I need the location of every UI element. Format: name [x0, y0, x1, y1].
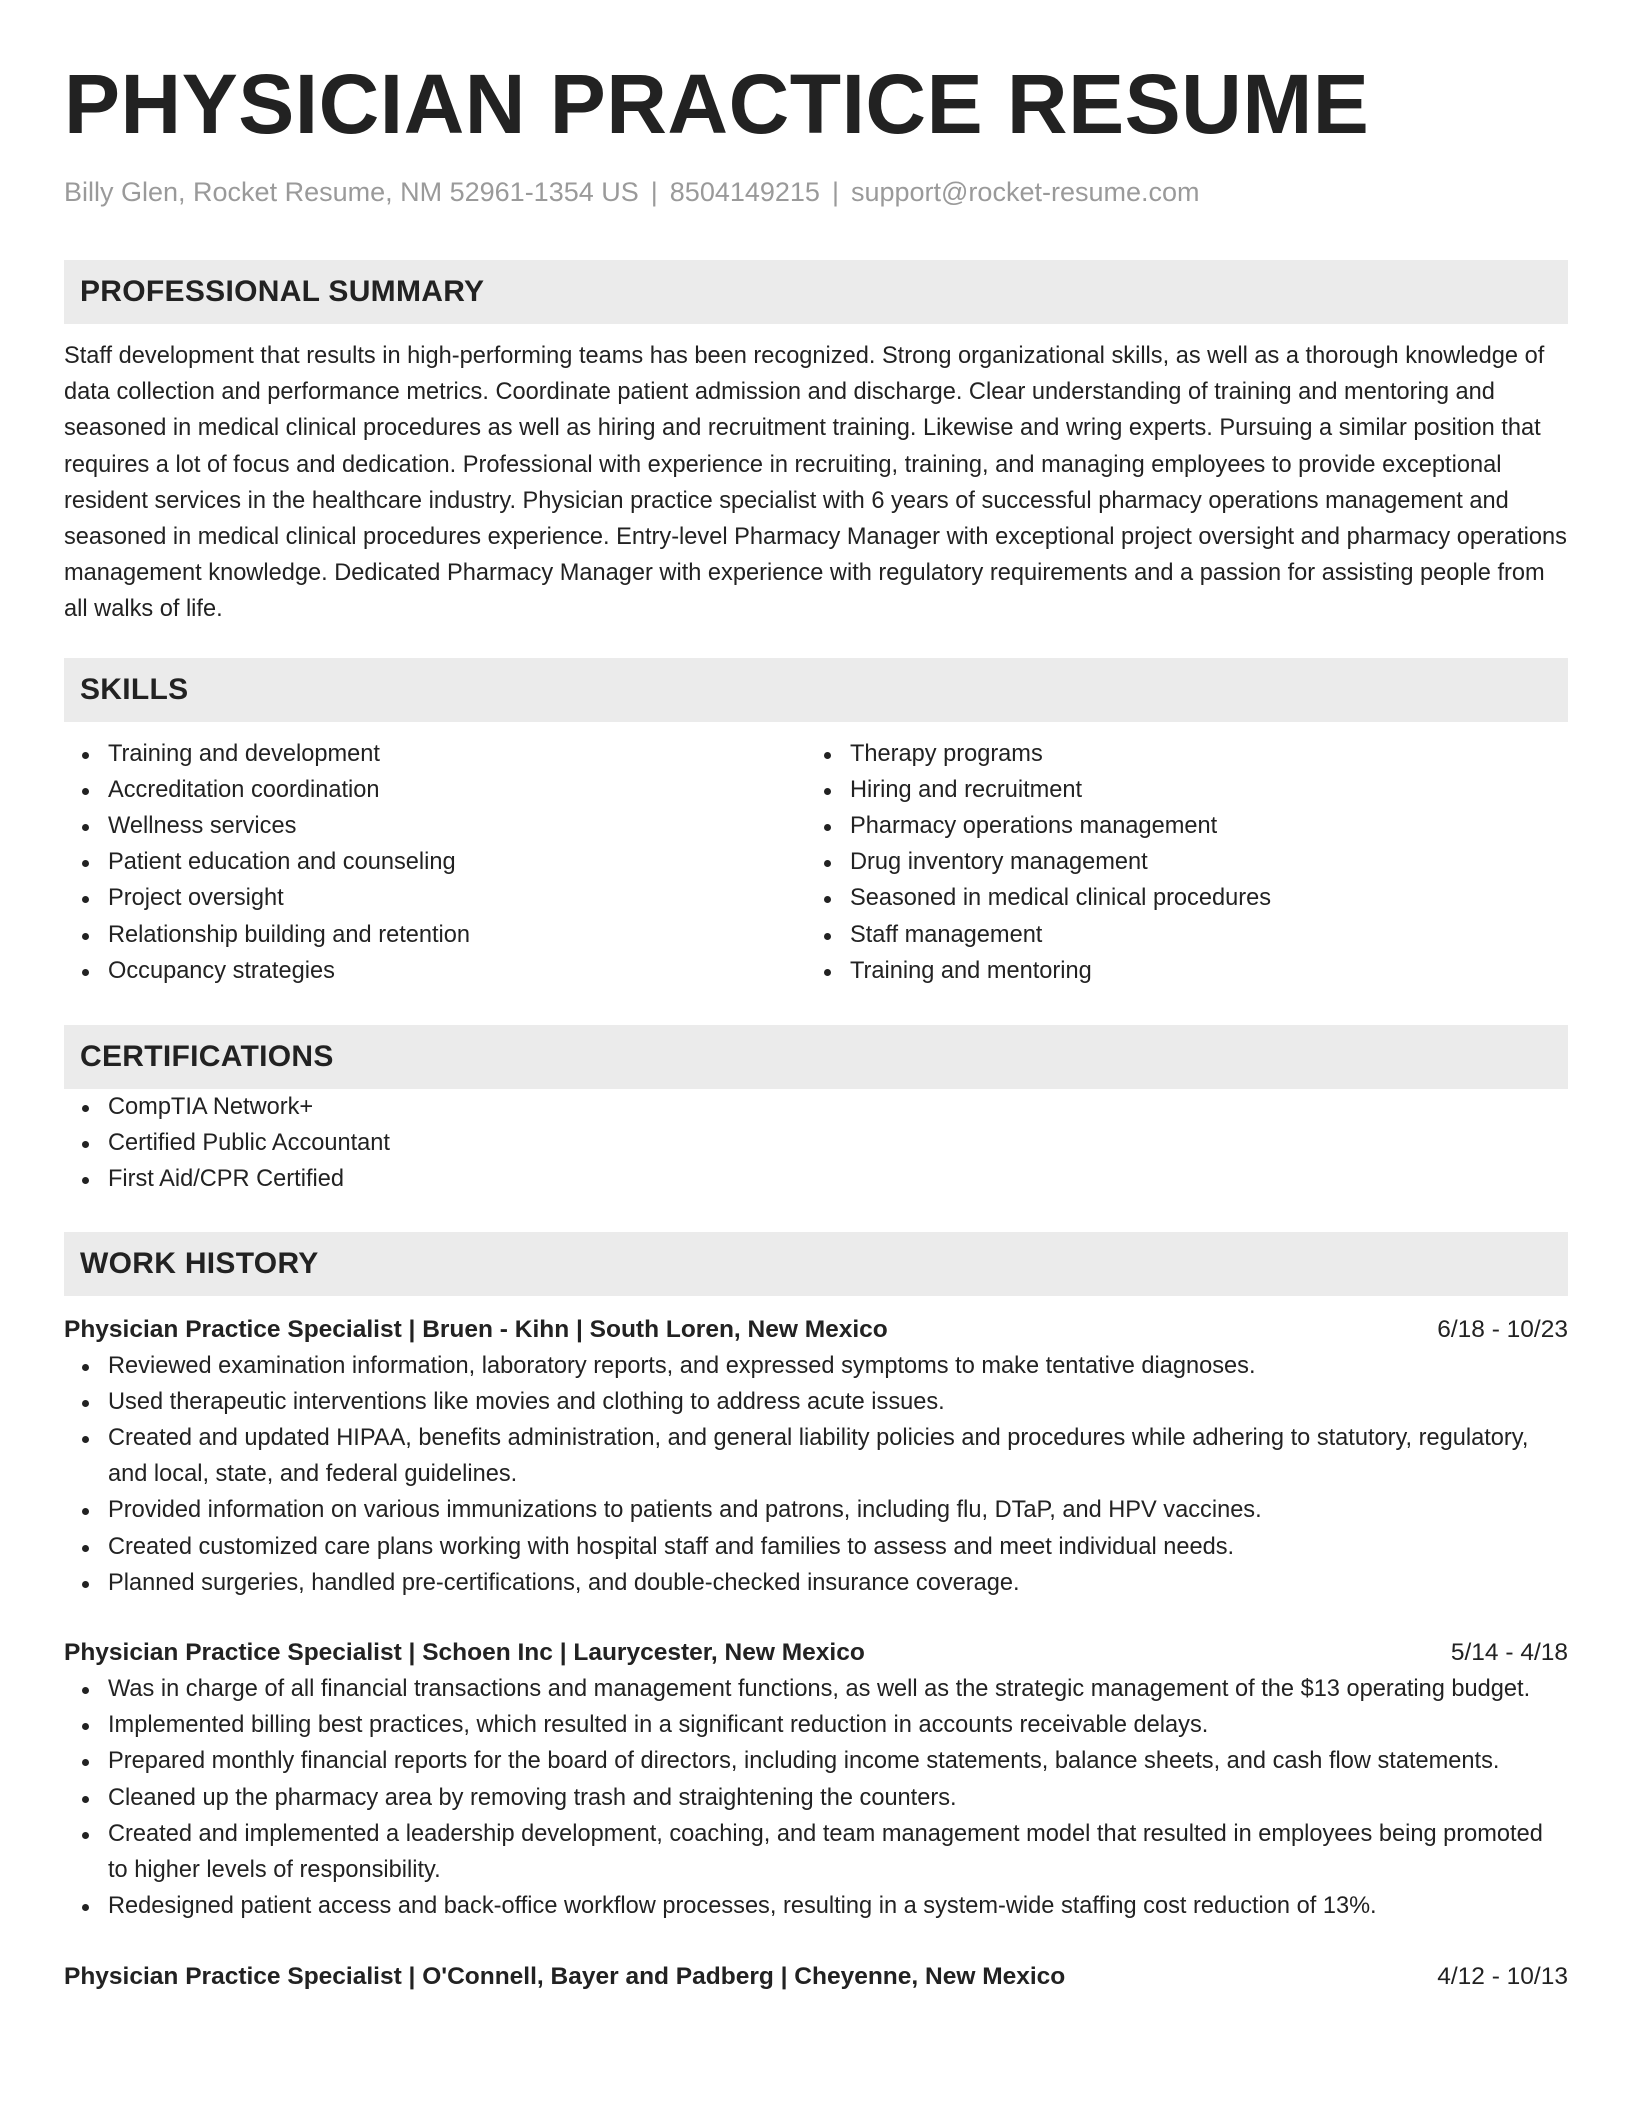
contact-phone: 8504149215: [669, 177, 820, 207]
certifications-heading: CERTIFICATIONS: [64, 1025, 1568, 1089]
contact-separator: |: [831, 177, 839, 207]
job-entry: [64, 1635, 1568, 1924]
job-bullet: Created and updated HIPAA, benefits administration, and general liability policies and procedures while adhering to statutory, regulatory, and local, state, and federal guidelines.: [64, 1420, 1568, 1492]
job-dates: 4/12 - 10/13: [1437, 1962, 1568, 1990]
job-bullet: Created customized care plans working with hospital staff and families to assess and meet individual needs.: [64, 1529, 1568, 1565]
skill-item: Seasoned in medical clinical procedures: [806, 880, 1548, 916]
job-bullet: Used therapeutic interventions like movies and clothing to address acute issues.: [64, 1384, 1568, 1420]
job-bullet: Planned surgeries, handled pre-certifications, and double-checked insurance coverage.: [64, 1565, 1568, 1601]
job-entry: [64, 1312, 1568, 1601]
skill-item: Occupancy strategies: [64, 953, 806, 989]
skill-item: Accreditation coordination: [64, 772, 806, 808]
skills-left-list: [64, 736, 806, 989]
job-header: [64, 1635, 1568, 1671]
job-dates: 6/18 - 10/23: [1437, 1315, 1568, 1343]
skills-heading: SKILLS: [64, 658, 1568, 722]
skill-item: Staff management: [806, 917, 1548, 953]
job-title: Physician Practice Specialist | Schoen Inc | Laurycester, New Mexico: [64, 1639, 865, 1667]
skills-right-list: [806, 736, 1548, 989]
skill-item: Project oversight: [64, 880, 806, 916]
skill-item: Wellness services: [64, 808, 806, 844]
work-history-heading: WORK HISTORY: [64, 1232, 1568, 1296]
skill-item: Drug inventory management: [806, 844, 1548, 880]
job-bullet: Created and implemented a leadership development, coaching, and team management model that resulted in employees being promoted to higher levels of responsibility.: [64, 1816, 1568, 1888]
skill-item: Patient education and counseling: [64, 844, 806, 880]
job-title: Physician Practice Specialist | Bruen - Kihn | South Loren, New Mexico: [64, 1315, 888, 1343]
contact-email: support@rocket-resume.com: [850, 177, 1200, 207]
job-bullet-list: [64, 1671, 1568, 1924]
summary-text: Staff development that results in high-performing teams has been recognized. Strong organizational skills, as well as a thorough knowledge of data collection and performance metrics. Coordinate patient admission and discharge. Clear understanding of training and mentoring and seasoned in medical clinical procedures as well as hiring and recruitment training. Likewise and wring experts. Pursuing a similar position that requires a lot of focus and dedication. Professional with experience in recruiting, training, and managing employees to provide exceptional resident services in the healthcare industry. Physician practice specialist with 6 years of successful pharmacy operations management and seasoned in medical clinical procedures experience. Entry-level Pharmacy Manager with exceptional project oversight and pharmacy operations management knowledge. Dedicated Pharmacy Manager with experience with regulatory requirements and a passion for assisting people from all walks of life.: [64, 343, 1567, 623]
skill-item: Relationship building and retention: [64, 917, 806, 953]
skill-item: Training and development: [64, 736, 806, 772]
job-entry: [64, 1959, 1568, 1995]
job-title: Physician Practice Specialist | O'Connell, Bayer and Padberg | Cheyenne, New Mexico: [64, 1962, 1066, 1990]
job-header: [64, 1312, 1568, 1348]
job-bullet: Redesigned patient access and back-office workflow processes, resulting in a system-wide staffing cost reduction of 13%.: [64, 1888, 1568, 1924]
skills-grid: [64, 736, 1568, 989]
skill-item: Hiring and recruitment: [806, 772, 1548, 808]
contact-separator: |: [650, 177, 658, 207]
job-bullet: Prepared monthly financial reports for the board of directors, including income statements, balance sheets, and cash flow statements.: [64, 1743, 1568, 1779]
job-bullet: Provided information on various immunizations to patients and patrons, including flu, DTaP, and HPV vaccines.: [64, 1492, 1568, 1528]
page-title: PHYSICIAN PRACTICE RESUME: [64, 57, 1370, 151]
certifications-list: [64, 1089, 1568, 1198]
job-bullet: Implemented billing best practices, which resulted in a significant reduction in accounts receivable delays.: [64, 1707, 1568, 1743]
skill-item: Therapy programs: [806, 736, 1548, 772]
summary-heading: PROFESSIONAL SUMMARY: [64, 260, 1568, 324]
certification-item: CompTIA Network+: [64, 1089, 1568, 1125]
certification-item: Certified Public Accountant: [64, 1125, 1568, 1161]
job-dates: 5/14 - 4/18: [1450, 1639, 1568, 1667]
resume-page: [64, 58, 1568, 1995]
contact-address: Billy Glen, Rocket Resume, NM 52961-1354 US: [64, 177, 639, 207]
job-bullet: Cleaned up the pharmacy area by removing trash and straightening the counters.: [64, 1780, 1568, 1816]
skill-item: Pharmacy operations management: [806, 808, 1548, 844]
job-bullet: Reviewed examination information, laboratory reports, and expressed symptoms to make tentative diagnoses.: [64, 1348, 1568, 1384]
skill-item: Training and mentoring: [806, 953, 1548, 989]
job-bullet-list: [64, 1348, 1568, 1601]
job-bullet: Was in charge of all financial transactions and management functions, as well as the strategic management of the $13 operating budget.: [64, 1671, 1568, 1707]
contact-line: [64, 174, 1568, 210]
certification-item: First Aid/CPR Certified: [64, 1161, 1568, 1197]
job-header: [64, 1959, 1568, 1995]
